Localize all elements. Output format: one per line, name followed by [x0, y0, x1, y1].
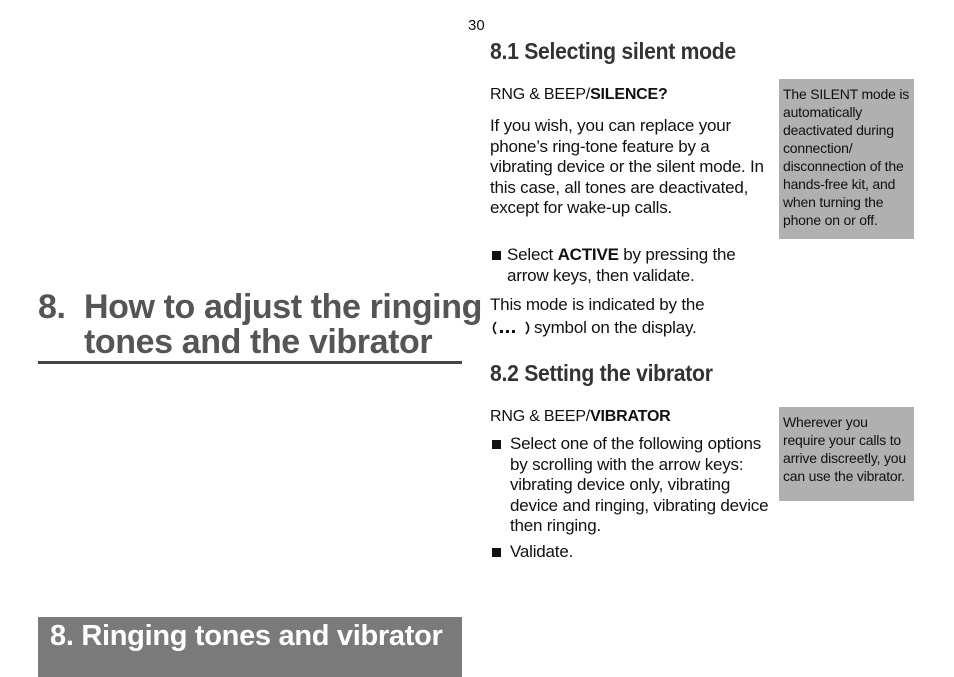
note-vibrator: Wherever you require your calls to arrive discreetly, you can use the vibrator.	[779, 407, 914, 501]
section-heading-silent-mode: 8.1 Selecting silent mode	[490, 38, 736, 64]
bullet-square-icon	[492, 251, 501, 260]
chapter-number: 8.	[38, 288, 66, 326]
chapter-title-text: How to adjust the ringing tones and the vibrator	[84, 288, 482, 361]
bullet-text: Validate.	[510, 542, 574, 561]
indicator-line-2: symbol on the display.	[490, 318, 780, 339]
section-heading-vibrator: 8.2 Setting the vibrator	[490, 360, 713, 386]
page-number: 30	[468, 17, 485, 34]
mode-indicator-text	[490, 295, 780, 338]
menu-item-vibrator: VIBRATOR	[590, 408, 671, 425]
note-silent-mode: The SILENT mode is automatically deactivated during connection/ disconnection of the hands-free kit, and when turning the phone on or off.	[779, 79, 914, 239]
bullet-square-icon	[492, 440, 501, 449]
menu-path-silence	[490, 86, 770, 104]
menu-path-vibrator	[490, 408, 770, 426]
menu-item-silence: SILENCE?	[590, 86, 668, 103]
menu-prefix: RNG & BEEP/	[490, 86, 591, 103]
footer-label: 8. Ringing tones and vibrator	[50, 620, 443, 652]
bullet-text: Select ACTIVE by pressing the arrow keys, then validate.	[507, 245, 736, 285]
bullet-validate	[490, 542, 770, 563]
bullet-select-active	[490, 245, 765, 286]
bullet-square-icon	[492, 548, 501, 557]
chapter-footer-bar	[38, 617, 462, 677]
bullet-text: Select one of the following options by scrolling with the arrow keys: vibrating device only, vibrating device and ringing, vibrating device then ringing.	[510, 434, 769, 535]
title-underline	[38, 361, 462, 364]
silent-mode-icon	[490, 320, 534, 336]
menu-prefix: RNG & BEEP/	[490, 408, 591, 425]
silent-mode-paragraph: If you wish, you can replace your phone’s ring-tone feature by a vibrating device or the silent mode. In this case, all tones are deactivated, except for wake-up calls.	[490, 116, 764, 217]
indicator-line-1: This mode is indicated by the	[490, 295, 705, 314]
bullet-select-option	[490, 434, 770, 537]
